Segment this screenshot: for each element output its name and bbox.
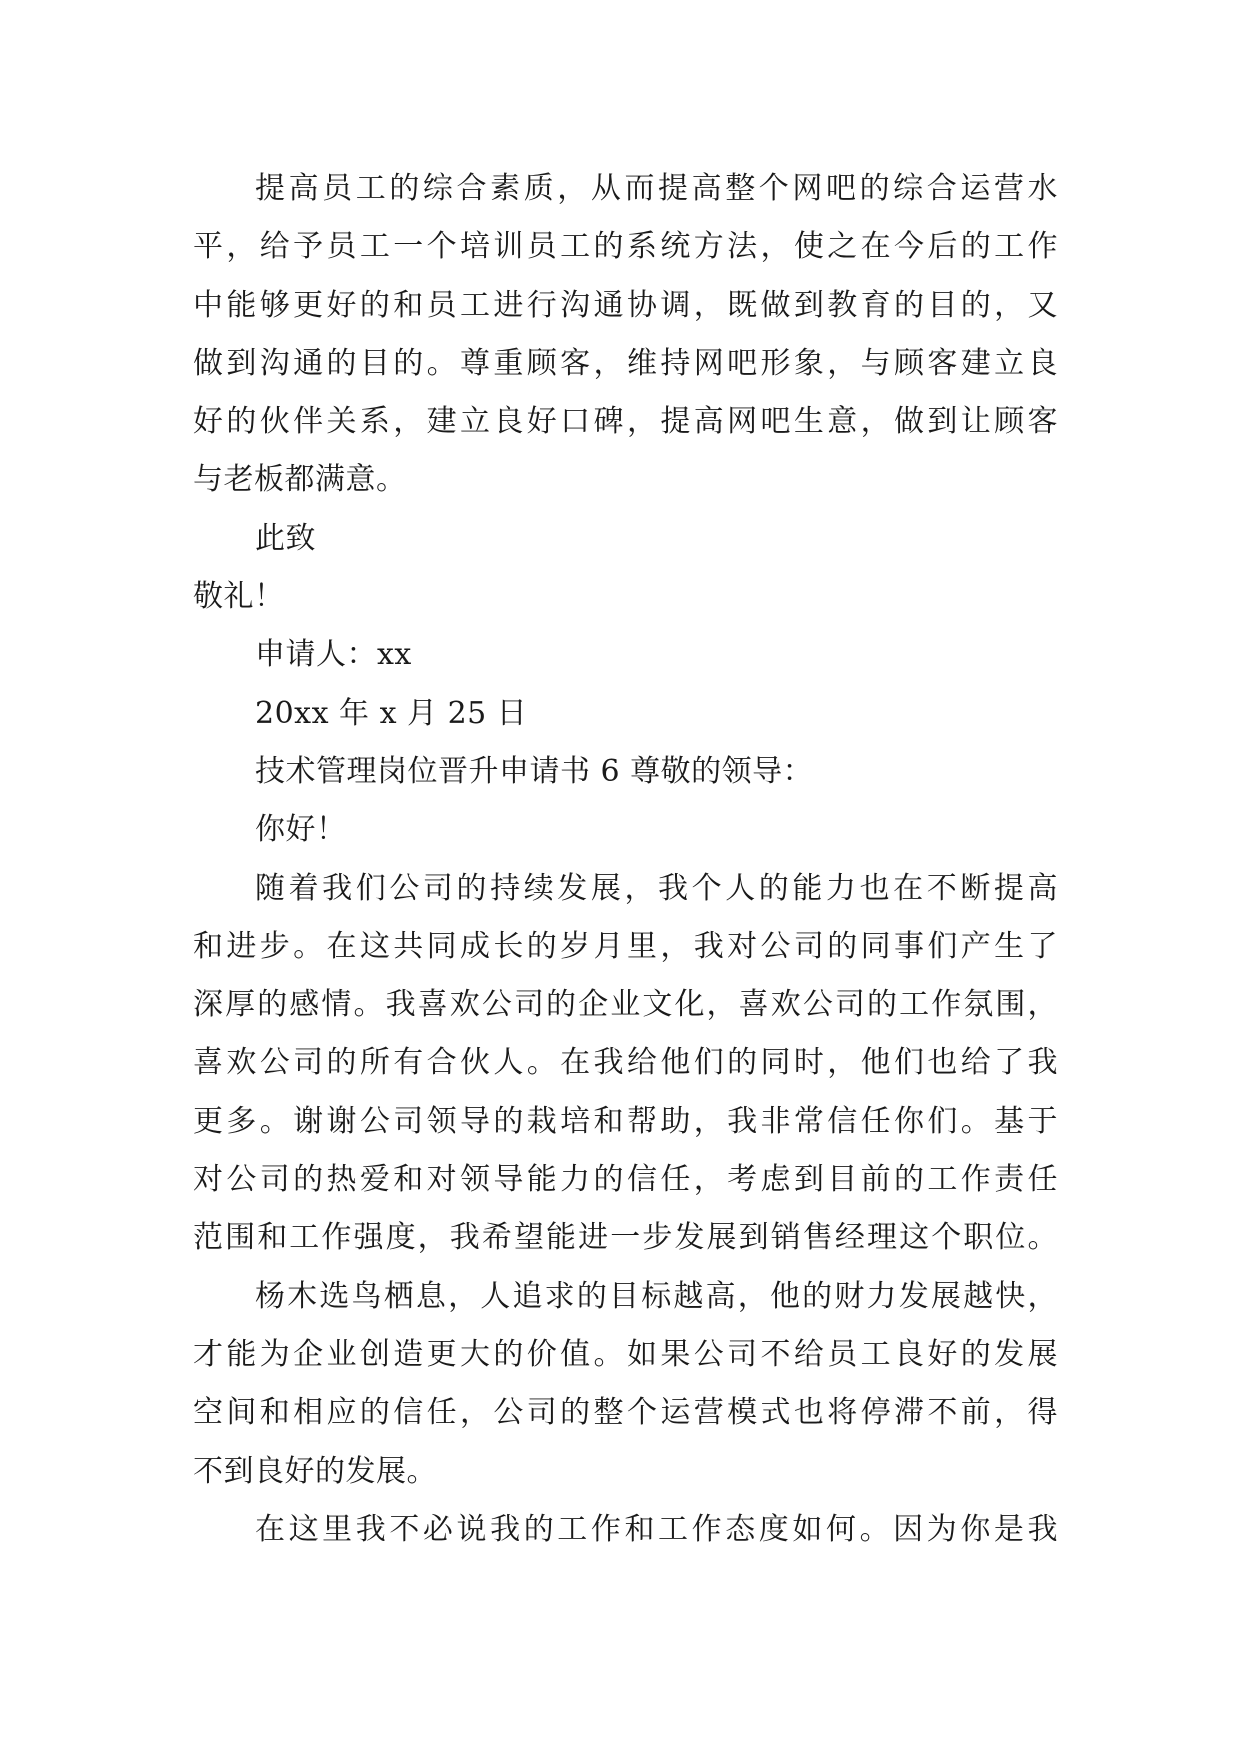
- paragraph-line: 空间和相应的信任，公司的整个运营模式也将停滞不前，得: [193, 1395, 1058, 1431]
- date-line: 20xx 年 x 月 25 日: [255, 695, 528, 731]
- paragraph-line: 更多。谢谢公司领导的栽培和帮助，我非常信任你们。基于: [193, 1103, 1058, 1139]
- document-body: [193, 160, 1058, 1559]
- paragraph-line: 平，给予员工一个培训员工的系统方法，使之在今后的工作: [193, 229, 1058, 265]
- paragraph-line: 喜欢公司的所有合伙人。在我给他们的同时，他们也给了我: [193, 1045, 1058, 1081]
- paragraph-line: 中能够更好的和员工进行沟通协调，既做到教育的目的，又: [193, 287, 1058, 323]
- paragraph-line: 范围和工作强度，我希望能进一步发展到销售经理这个职位。: [193, 1220, 1058, 1256]
- salutation-line: 敬礼！: [193, 579, 285, 615]
- paragraph-line: 深厚的感情。我喜欢公司的企业文化，喜欢公司的工作氛围，: [193, 987, 1058, 1023]
- greeting-line: 你好！: [255, 812, 347, 848]
- paragraph-line: 在这里我不必说我的工作和工作态度如何。因为你是我: [255, 1511, 1058, 1547]
- section-title: 技术管理岗位晋升申请书 6 尊敬的领导：: [255, 753, 814, 789]
- paragraph-line: 杨木选鸟栖息，人追求的目标越高，他的财力发展越快，: [255, 1278, 1058, 1314]
- paragraph-line: 与老板都满意。: [193, 462, 407, 498]
- closing-line: 此致: [255, 520, 316, 556]
- paragraph-line: 才能为企业创造更大的价值。如果公司不给员工良好的发展: [193, 1336, 1058, 1372]
- applicant-line: 申请人：xx: [255, 637, 412, 673]
- paragraph-line: 和进步。在这共同成长的岁月里，我对公司的同事们产生了: [193, 928, 1058, 964]
- paragraph-line: 提高员工的综合素质，从而提高整个网吧的综合运营水: [255, 171, 1058, 206]
- paragraph-line: 做到沟通的目的。尊重顾客，维持网吧形象，与顾客建立良: [193, 345, 1058, 381]
- paragraph-line: 对公司的热爱和对领导能力的信任，考虑到目前的工作责任: [193, 1162, 1058, 1198]
- paragraph-line: 好的伙伴关系，建立良好口碑，提高网吧生意，做到让顾客: [193, 404, 1058, 440]
- paragraph-line: 不到良好的发展。: [193, 1453, 437, 1489]
- paragraph-line: 随着我们公司的持续发展，我个人的能力也在不断提高: [255, 870, 1058, 906]
